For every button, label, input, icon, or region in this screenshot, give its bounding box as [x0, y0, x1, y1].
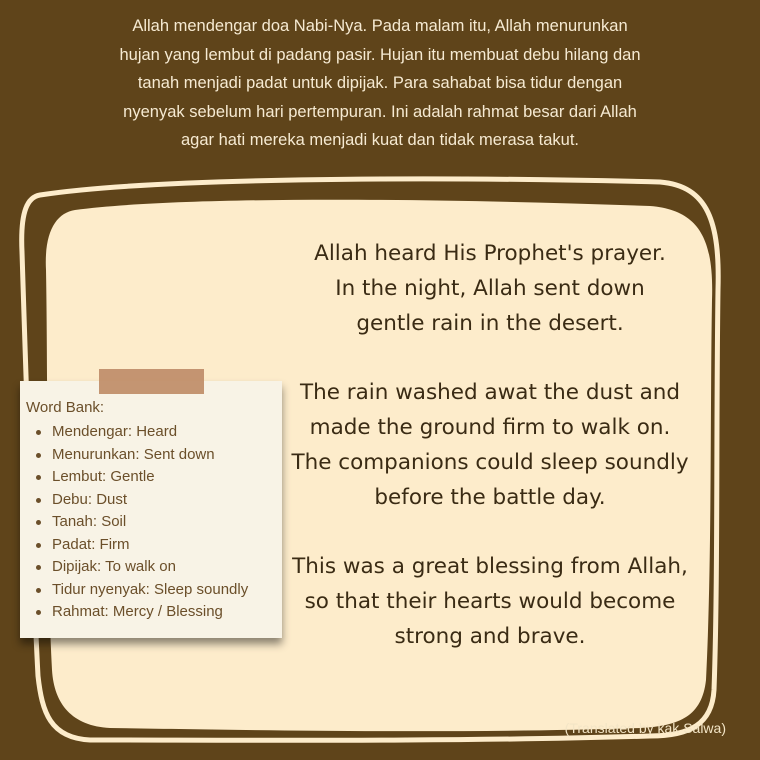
translation-paragraph: The rain washed awat the dust and made the ground firm to walk on. The companions could sleep soundly before the battle day. [291, 380, 689, 510]
word-bank-item: Mendengar: Heard [32, 421, 248, 444]
tape-strip [99, 369, 204, 394]
intro-line: tanah menjadi padat untuk dipijak. Para sahabat bisa tidur dengan [137, 74, 623, 92]
english-translation [270, 236, 710, 654]
word-bank-note [20, 381, 282, 638]
word-bank-item: Rahmat: Mercy / Blessing [32, 601, 248, 624]
intro-line: nyenyak sebelum hari pertempuran. Ini adalah rahmat besar dari Allah [123, 102, 637, 121]
word-bank-item: Tanah: Soil [32, 511, 248, 534]
intro-line: Allah mendengar doa Nabi-Nya. Pada malam itu, Allah menurunkan [132, 17, 628, 35]
word-bank-item: Lembut: Gentle [32, 466, 248, 489]
word-bank-item: Debu: Dust [32, 489, 248, 512]
translation-paragraph: This was a great blessing from Allah, so that their hearts would become strong and brave. [292, 554, 688, 649]
word-bank-item: Padat: Firm [32, 534, 248, 557]
intro-line: agar hati mereka menjadi kuat dan tidak merasa takut. [180, 131, 580, 149]
word-bank-title: Word Bank: [26, 399, 105, 416]
word-bank-item: Dipijak: To walk on [32, 556, 248, 579]
word-bank-item: Tidur nyenyak: Sleep soundly [32, 579, 248, 602]
intro-line: hujan yang lembut di padang pasir. Hujan itu membuat debu hilang dan [119, 45, 641, 64]
word-bank-list [32, 421, 248, 624]
word-bank-item: Menurunkan: Sent down [32, 444, 248, 467]
translator-credit: (Translated by kak Salwa) [564, 720, 726, 736]
translation-paragraph: Allah heard His Prophet's prayer. In the night, Allah sent down gentle rain in the desert. [314, 241, 666, 336]
